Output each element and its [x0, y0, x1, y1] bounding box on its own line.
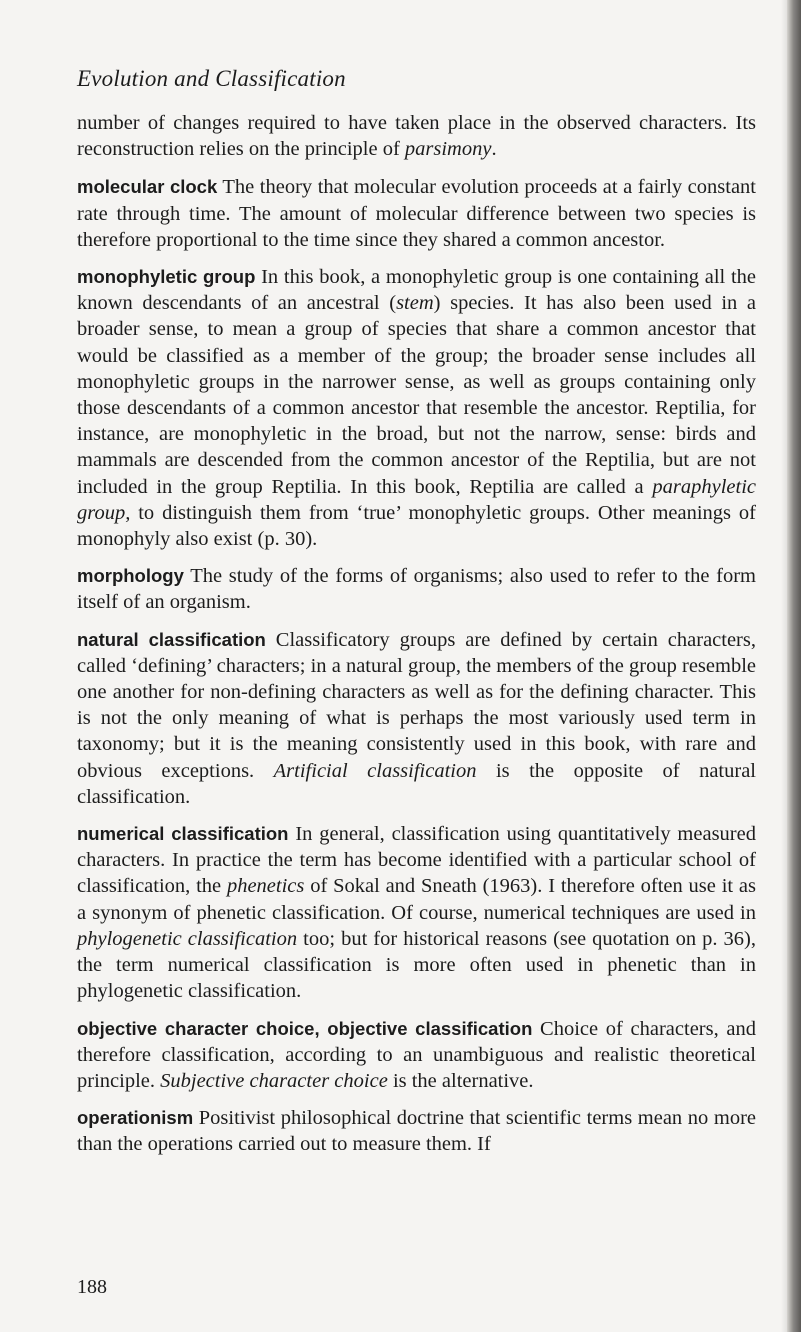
entry-definition: ) species. It has also been used in a broader sense, to mean a group of species that share a common ancestor that would be classified as a member of the group; the broader sense includes all monophyletic groups in the narrower sense, as well as groups containing only those descendants of a common ancestor that resemble the ancestor. Reptilia, for instance, are monophyletic in the broad, but not the narrow, sense: birds and mammals are descended from the common ancestor of the Reptilia, but are not included in the group Reptilia. In this book, Reptilia are called a: [77, 292, 756, 498]
entry-definition: In general, classification using quantitatively measured characters. In practice the term has become identified with a particular school of classification, the: [77, 823, 756, 898]
glossary-entry-molecular-clock: [77, 174, 756, 253]
entry-definition: is the opposite of natural classification.: [77, 759, 756, 808]
glossary-entry-objective-character-choice: [77, 1016, 756, 1095]
italic-term: phylogenetic classification: [77, 927, 298, 950]
entry-term: monophyletic group: [77, 266, 256, 288]
glossary-entry-natural-classification: [77, 627, 756, 810]
entry-definition: In this book, a monophyletic group is one containing all the known descendants of an ancestral (: [77, 266, 756, 315]
entry-definition: too; but for historical reasons (see quotation on p. 36), the term numerical classification is more often used in phenetic than in phylogenetic classification.: [77, 927, 756, 1003]
glossary-entry-operationism: [77, 1105, 756, 1157]
glossary-entry-morphology: [77, 563, 756, 615]
entry-definition: The theory that molecular evolution proceeds at a fairly constant rate through time. The amount of molecular difference between two species is therefore proportional to the time since they shared a common ancestor.: [77, 176, 756, 251]
entry-definition: is the alternative.: [387, 1069, 534, 1092]
entry-term: objective character choice, objective classification: [77, 1017, 533, 1039]
glossary-body: [77, 110, 756, 1169]
italic-term: Subjective character choice: [160, 1069, 388, 1092]
entry-term: operationism: [77, 1107, 194, 1129]
entry-term: numerical classification: [77, 823, 289, 845]
glossary-entry-continued: [77, 110, 756, 162]
italic-term: stem: [396, 292, 434, 315]
entry-definition: of Sokal and Sneath (1963). I therefore often use it as a synonym of phenetic classification. Of course, numerical techniques are used in: [77, 875, 756, 924]
italic-term: paraphyletic group,: [77, 475, 756, 524]
entry-text: .: [491, 138, 497, 161]
entry-definition: Classificatory groups are defined by certain characters, called ‘defining’ characters; in a natural group, the members of the group resemble one another for non-defining characters as well as for the defining character. This is not the only meaning of what is perhaps the most variously used term in taxonomy; but it is the meaning consistently used in this book, with rare and obvious exceptions.: [77, 628, 756, 782]
glossary-entry-numerical-classification: [77, 821, 756, 1004]
page-number: 188: [77, 1276, 107, 1298]
entry-definition: Choice of characters, and therefore classification, according to an unambiguous and realistic theoretical principle.: [77, 1017, 756, 1092]
entry-definition: to distinguish them from ‘true’ monophyletic groups. Other meanings of monophyly also exist (p. 30).: [77, 501, 756, 551]
italic-term: Artificial classification: [273, 759, 477, 782]
glossary-entry-monophyletic-group: [77, 264, 756, 552]
entry-term: molecular clock: [77, 176, 218, 198]
entry-term: morphology: [77, 565, 184, 587]
entry-definition: Positivist philosophical doctrine that scientific terms mean no more than the operations carried out to measure them. If: [77, 1107, 756, 1156]
entry-definition: The study of the forms of organisms; also used to refer to the form itself of an organism.: [77, 565, 756, 614]
entry-text: number of changes required to have taken place in the observed characters. Its reconstruction relies on the principle of: [77, 112, 756, 161]
entry-term: natural classification: [77, 628, 266, 650]
italic-term: parsimony: [404, 138, 492, 161]
page-edge: [787, 0, 801, 1332]
italic-term: phenetics: [226, 875, 305, 898]
running-head: Evolution and Classification: [77, 66, 346, 91]
